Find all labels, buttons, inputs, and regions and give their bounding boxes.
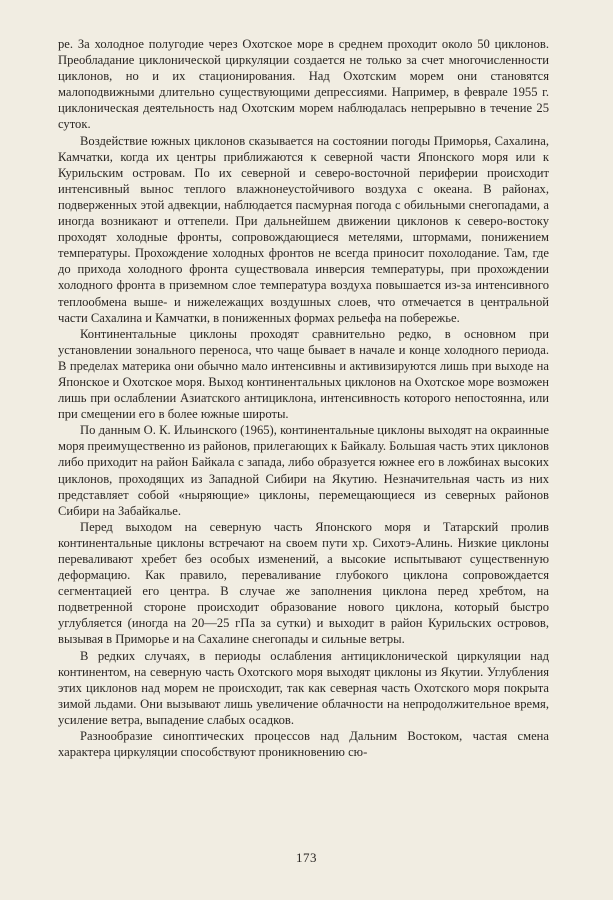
page-number: 173 <box>296 850 317 865</box>
paragraph: В редких случаях, в периоды ослабления антициклонической циркуляции над континентом, на северную часть Охотского моря выходят циклоны из Якутии. Углубления этих циклонов над морем не происходит, так как северная часть Охотского моря покрыта зимой льдами. Они вызывают лишь увеличение облачности на непродолжительное время, усиление ветра, выпадение слабых осадков. <box>58 648 549 727</box>
paragraph: Воздействие южных циклонов сказывается на состоянии погоды Приморья, Сахалина, Камчатки, когда их центры приближаются к северной части Японского моря или к Курильским островам. По их северной и северо-восточной периферии происходит интенсивный вынос теплого влажнонеустойчивого воздуха с океана. В районах, подверженных этой адвекции, наблюдается пасмурная погода с обильными снегопадами, а иногда возникают и оттепели. При дальнейшем движении циклонов к северо-востоку проходят холодные фронты, сопровождающиеся метелями, штормами, понижением температуры. Прохождение холодных фронтов не всегда приносит похолодание. Там, где до прихода холодного фронта существовала инверсия температуры, при прохождении холодного фронта в приземном слое температура воздуха повышается из-за интенсивного теплообмена выше- и нижележащих воздушных слоев, что отмечается в центральной части Сахалина и Камчатки, в пониженных формах рельефа на побережье. <box>58 133 549 325</box>
paragraph: Перед выходом на северную часть Японского моря и Татарский пролив континентальные циклоны встречают на своем пути хр. Сихотэ-Алинь. Низкие циклоны переваливают хребет без особых изменений, а высокие испытывают существенную деформацию. Как правило, переваливание глубокого циклона сопровождается сегментацией его центра. В случае же заполнения циклона перед хребтом, на подветренной стороне происходит образование нового циклона, который быстро углубляется (иногда на 20—25 гПа за сутки) и выходит в район Курильских островов, вызывая в Приморье и на Сахалине снегопады и сильные ветры. <box>58 519 549 647</box>
body-text <box>58 36 549 760</box>
paragraph: По данным О. К. Ильинского (1965), континентальные циклоны выходят на окраинные моря преимущественно из районов, прилегающих к Байкалу. Большая часть этих циклонов либо приходит на район Байкала с запада, либо образуется южнее его в ложбинах высоких циклонов, проходящих из Западной Сибири на Якутию. Незначительная часть из них представляет собой «ныряющие» циклоны, перемещающиеся из северных районов Сибири на Забайкалье. <box>58 423 549 518</box>
paragraph: Разнообразие синоптических процессов над Дальним Востоком, частая смена характера циркуляции способствуют проникновению сю- <box>58 729 549 760</box>
paragraph: Континентальные циклоны проходят сравнительно редко, в основном при установлении зонального переноса, что чаще бывает в начале и конце холодного периода. В пределах материка они обычно мало интенсивны и активизируются лишь при выходе на Японское и Охотское моря. Выход континентальных циклонов на Охотское море возможен лишь при ослаблении Азиатского антициклона, интенсивность которого непостоянна, или при смещении его в более южные широты. <box>58 326 549 422</box>
paragraph: ре. За холодное полугодие через Охотское море в среднем проходит около 50 циклонов. Преобладание циклонической циркуляции создается не только за счет многочисленности циклонов, но и их стационирования. Над Охотским морем они становятся малоподвижными длительно существующими депрессиями. Например, в феврале 1955 г. циклоническая деятельность над Охотским морем наблюдалась непрерывно в течение 25 суток. <box>58 37 549 132</box>
